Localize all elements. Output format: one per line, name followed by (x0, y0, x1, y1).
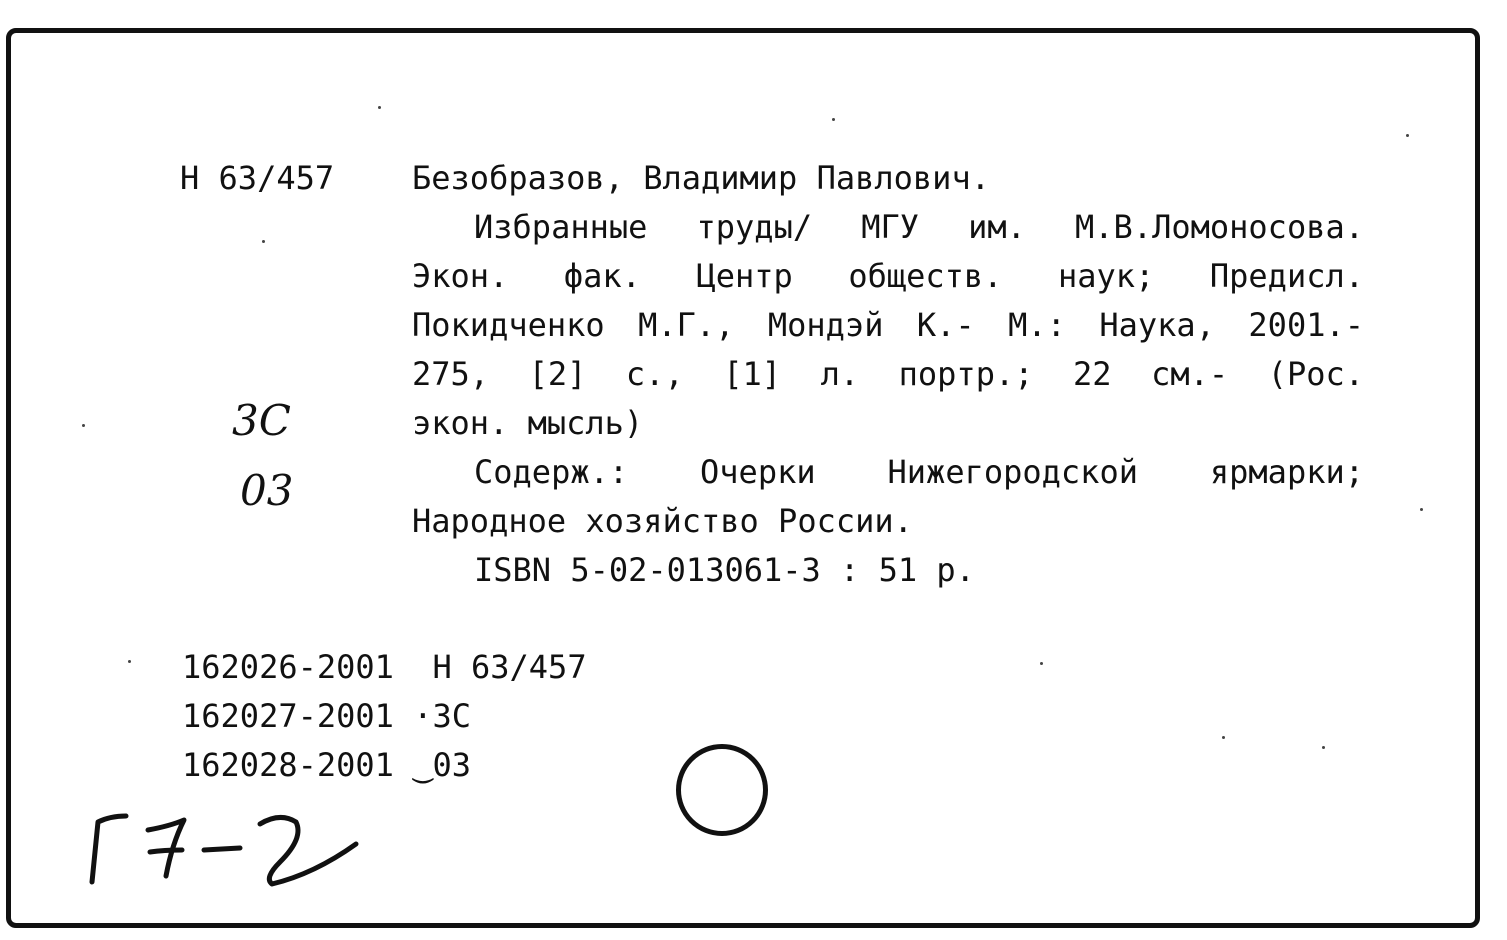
dust-speck (832, 118, 835, 121)
dust-speck (1406, 134, 1409, 137)
isbn-line: ISBN 5-02-013061-3 : 51 р. (474, 551, 975, 589)
inventory-mark: ‿03 (413, 746, 471, 784)
dust-speck (1420, 508, 1423, 511)
title-line: экон. мысль) (412, 404, 644, 442)
dust-speck (1040, 662, 1043, 665)
title-line: Покидченко М.Г., Мондэй К.- М.: Наука, 2001.- (412, 306, 1364, 344)
inventory-number: 162028-2001 (182, 746, 394, 784)
contents-line: Содерж.: Очерки Нижегородской ярмарки; (474, 453, 1364, 491)
handwritten-subject-code: 3С (232, 396, 291, 445)
inventory-number: 162026-2001 (182, 648, 394, 686)
handwritten-code-mark (84, 804, 374, 894)
bibliographic-entry (412, 154, 1364, 595)
inventory-mark: Н 63/457 (432, 648, 587, 686)
call-number: Н 63/457 (180, 159, 335, 197)
handwritten-subject-code: 03 (240, 466, 294, 515)
inventory-list (182, 643, 587, 790)
title-line: 275, [2] с., [1] л. портр.; 22 см.- (Рос. (412, 355, 1364, 393)
circle-mark (676, 744, 768, 836)
dust-speck (82, 424, 85, 427)
inventory-number: 162027-2001 (182, 697, 394, 735)
inventory-mark: ·3С (413, 697, 471, 735)
inventory-row (182, 643, 587, 692)
inventory-row (182, 692, 587, 741)
dust-speck (1222, 736, 1225, 739)
title-line: Экон. фак. Центр обществ. наук; Предисл. (412, 257, 1364, 295)
title-line: Избранные труды/ МГУ им. М.В.Ломоносова. (474, 208, 1364, 246)
dust-speck (1322, 746, 1325, 749)
inventory-row (182, 741, 587, 790)
author-heading: Безобразов, Владимир Павлович. (412, 159, 990, 197)
dust-speck (262, 240, 265, 243)
dust-speck (128, 660, 131, 663)
dust-speck (378, 106, 381, 109)
contents-line: Народное хозяйство России. (412, 502, 913, 540)
